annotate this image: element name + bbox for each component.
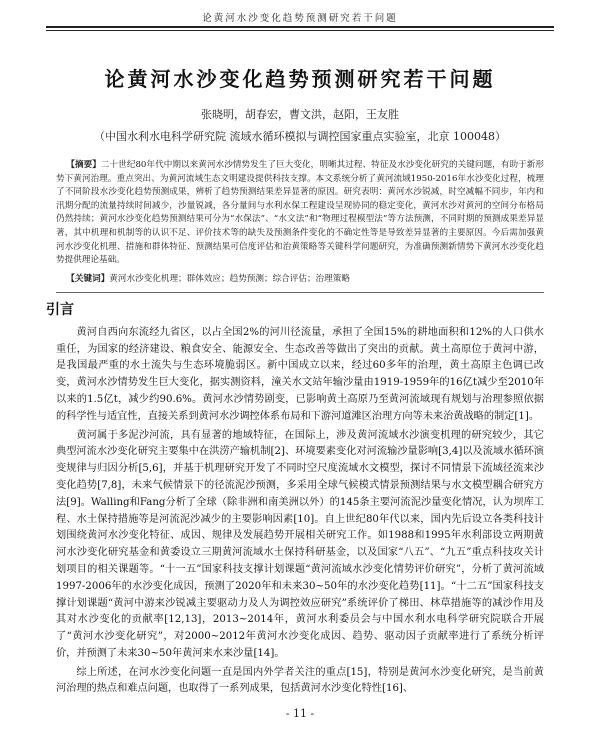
- paragraph: 黄河属于多泥沙河流，具有显著的地域特征，在国际上，涉及黄河流域水沙演变机理的研究较少，其它典型河流水沙变化研究主要集中在洪涝产输机制[2]、环境要素变化对河流输沙量影响[3,4]以及流域水循环演变规律与归因分析[5,6]，并基于机理研究开发了不同时空尺度流域水文模型，探讨不同情景下流域径流来沙变化趋势[7,8]，未来气候情景下的径流泥沙预测，多采用全球气候模式情景预测结果与水文模型耦合研究方法[9]。Walling和Fang分析了全球（除非洲和南美洲以外）的145条主要河流泥沙量变化情况，认为坝库工程、水土保持措施等是河流泥沙减少的主要影响因素[10]。自上世纪80年代以来，国内先后设立各类科技计划围绕黄河水沙变化特征、成因、规律及发展趋势开展相关研究工作。如1988和1995年水利部设立两期黄河水沙变化研究基金和黄委设立三期黄河流域水土保持科研基金，以及国家“八五”、“九五”重点科技攻关计划项目的相关课题等。“十一五”国家科技支撑计划课题“黄河流域水沙变化情势评价研究”，分析了黄河流域1997-2006年的水沙变化成因，预测了2020年和未来30~50年的水沙变化趋势[11]。“十二五”国家科技支撑计划课题“黄河中游来沙锐减主要驱动力及人为调控效应研究”系统评价了梯田、林草措施等的减沙作用及其对水沙变化的贡献率[12,13]，2013~2014年，黄河水利委员会与中国水利水电科学研究院联合开展了“黄河水沙变化研究”，对2000~2012年黄河水沙变化成因、趋势、驱动因子贡献率进行了系统分析评价，并预测了未来30~50年黄河来水来沙量[14]。: [56, 429, 544, 659]
- paragraph: 综上所述，在河水沙变化问题一直是国内外学者关注的重点[15]，特别是黄河水沙变化研究，是当前黄河治理的热点和难点问题，也取得了一系列成果，包括黄河水沙变化特性[16]、: [56, 666, 544, 695]
- paper-title: 论黄河水沙变化趋势预测研究若干问题: [104, 67, 496, 91]
- divider: [56, 292, 544, 293]
- header-rule: [46, 26, 554, 31]
- body-text: [56, 325, 544, 699]
- abstract-text: 二十世纪80年代中期以来黄河水沙情势发生了巨大变化，明晰其过程、特征及水沙变化研究的关键问题，有助于新形势下黄河治理。重点突出、为黄河流域生态文明建设提供科技支撑。本文系统分析了黄河流域1950-2016年水沙变化过程，梳理了不同阶段水沙变化趋势预测成果，辨析了趋势预测结果差异显著的原因。研究表明：黄河水沙锐减，时空减幅不同步，年内和汛期分配的流量持续时间减少，沙量锐减，各分量间与水利水保工程建设呈现协同的稳定变化，黄河水沙对黄河的空间分布格局仍然持续；黄河水沙变化趋势预测结果可分为“水保法”、“水文法”和“物理过程模型法”等方法预测，不同时期的预测成果差异显著，其中机理和机制等的认识不足、评价技术等的缺失及预测条件变化的不确定性等是导致差异显著的主要原因。今后需加强黄河水沙变化机理、措施和群体特征、预测结果可信度评估和治黄策略等关键科学问题研究，为准确预测新情势下黄河水沙变化趋势提供理论基础。: [56, 160, 544, 266]
- author-list: 张晓明，胡春宏，曹文洪，赵阳，王友胜: [201, 108, 399, 121]
- affiliation: （中国水利水电科学研究院 流域水循环模拟与调控国家重点实验室，北京 100048）: [94, 130, 506, 143]
- keywords: [56, 273, 544, 286]
- abstract-label: 【摘要】: [66, 160, 101, 170]
- page-number: - 11 -: [285, 707, 315, 720]
- section-heading: 引言: [46, 301, 74, 318]
- paragraph: 黄河自西向东流经九省区，以占全国2%的河川径流量，承担了全国15%的耕地面积和12%的人口供水重任，为国家的经济建设、粮食安全、能源安全、生态改善等做出了突出的贡献。黄土高原位于黄河中游，是我国最严重的水土流失与生态环境脆弱区。新中国成立以来，经过60多年的治理，黄土高原主色调已改变，黄河水沙情势发生巨大变化，据实测资料，潼关水文站年输沙量由1919-1959年的16亿t减少至2010年以来的1.5亿t，减少约90.6%。黄河水沙情势剧变，已影响黄土高原乃至黄河流域现有规划与治理参照依据的科学性与适宜性，直接关系到黄河水沙调控体系布局和下游河道滩区治理方向等未来治黄战略的制定[1]。: [56, 326, 544, 422]
- keywords-label: 【关键词】: [66, 273, 110, 284]
- running-head: 论黄河水沙变化趋势预测研究若干问题: [202, 13, 398, 24]
- abstract: [56, 159, 544, 268]
- keywords-text: 黄河水沙变化机理；群体效应；趋势预测；综合评估；治理策略: [109, 273, 350, 284]
